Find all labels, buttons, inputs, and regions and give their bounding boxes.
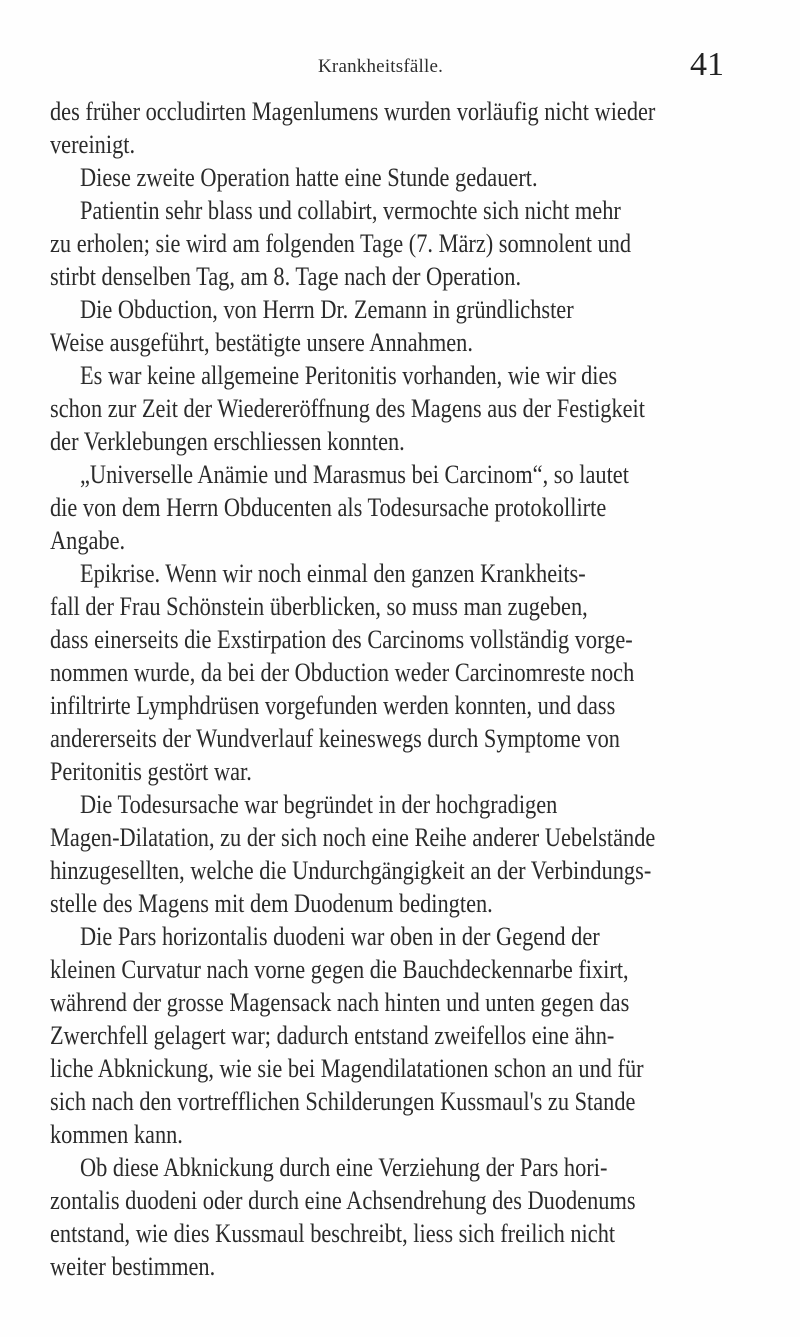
text-line: Ob diese Abknickung durch eine Verziehung der Pars hori- bbox=[80, 1153, 608, 1182]
running-head bbox=[0, 40, 800, 83]
text-line: Zwerchfell gelagert war; dadurch entstand zweifellos eine ähn- bbox=[50, 1021, 615, 1050]
text-line: weiter bestimmen. bbox=[50, 1252, 216, 1281]
text-line: des früher occludirten Magenlumens wurden vorläufig nicht wieder bbox=[50, 97, 656, 126]
text-line: kommen kann. bbox=[50, 1120, 183, 1149]
text-line: infiltrirte Lymphdrüsen vorgefunden werden konnten, und dass bbox=[50, 691, 616, 720]
running-title: Krankheitsfälle. bbox=[318, 56, 444, 77]
text-line: zu erholen; sie wird am folgenden Tage (7. März) somnolent und bbox=[50, 229, 632, 258]
text-line: der Verklebungen erschliessen konnten. bbox=[50, 427, 405, 456]
text-line: während der grosse Magensack nach hinten und unten gegen das bbox=[50, 988, 630, 1017]
text-line: liche Abknickung, wie sie bei Magendilatationen schon an und für bbox=[50, 1054, 644, 1083]
text-line: entstand, wie dies Kussmaul beschreibt, liess sich freilich nicht bbox=[50, 1219, 616, 1248]
text-line: „Universelle Anämie und Marasmus bei Carcinom“, so lautet bbox=[80, 460, 629, 489]
text-line: schon zur Zeit der Wiedereröffnung des Magens aus der Festigkeit bbox=[50, 394, 645, 423]
text-line: Es war keine allgemeine Peritonitis vorhanden, wie wir dies bbox=[80, 361, 618, 390]
text-line: fall der Frau Schönstein überblicken, so muss man zugeben, bbox=[50, 592, 588, 621]
text-line: nommen wurde, da bei der Obduction weder Carcinomreste noch bbox=[50, 658, 635, 687]
text-line: Peritonitis gestört war. bbox=[50, 757, 252, 786]
text-line: sich nach den vortrefflichen Schilderungen Kussmaul's zu Stande bbox=[50, 1087, 636, 1116]
page-number: 41 bbox=[690, 46, 724, 83]
text-line: Die Obduction, von Herrn Dr. Zemann in gründlichster bbox=[80, 295, 574, 324]
text-line: Angabe. bbox=[50, 526, 126, 555]
text-line: die von dem Herrn Obducenten als Todesursache protokollirte bbox=[50, 493, 607, 522]
text-line: stelle des Magens mit dem Duodenum bedingten. bbox=[50, 889, 493, 918]
text-line: vereinigt. bbox=[50, 130, 136, 159]
text-line: andererseits der Wundverlauf keineswegs durch Symptome von bbox=[50, 724, 620, 753]
text-line: hinzugesellten, welche die Undurchgängigkeit an der Verbindungs- bbox=[50, 856, 652, 885]
text-line: dass einerseits die Exstirpation des Carcinoms vollständig vorge- bbox=[50, 625, 633, 654]
text-line: Magen-Dilatation, zu der sich noch eine Reihe anderer Uebelstände bbox=[50, 823, 656, 852]
text-line: Diese zweite Operation hatte eine Stunde gedauert. bbox=[80, 163, 538, 192]
text-line: Weise ausgeführt, bestätigte unsere Annahmen. bbox=[50, 328, 473, 357]
text-line: Die Pars horizontalis duodeni war oben in der Gegend der bbox=[80, 922, 600, 951]
text-line: Die Todesursache war begründet in der hochgradigen bbox=[80, 790, 558, 819]
text-line: Patientin sehr blass und collabirt, vermochte sich nicht mehr bbox=[80, 196, 621, 225]
text-line: zontalis duodeni oder durch eine Achsendrehung des Duodenums bbox=[50, 1186, 636, 1215]
text-line: stirbt denselben Tag, am 8. Tage nach der Operation. bbox=[50, 262, 522, 291]
text-line: kleinen Curvatur nach vorne gegen die Bauchdeckennarbe fixirt, bbox=[50, 955, 629, 984]
text-line: Epikrise. Wenn wir noch einmal den ganzen Krankheits- bbox=[80, 559, 586, 588]
